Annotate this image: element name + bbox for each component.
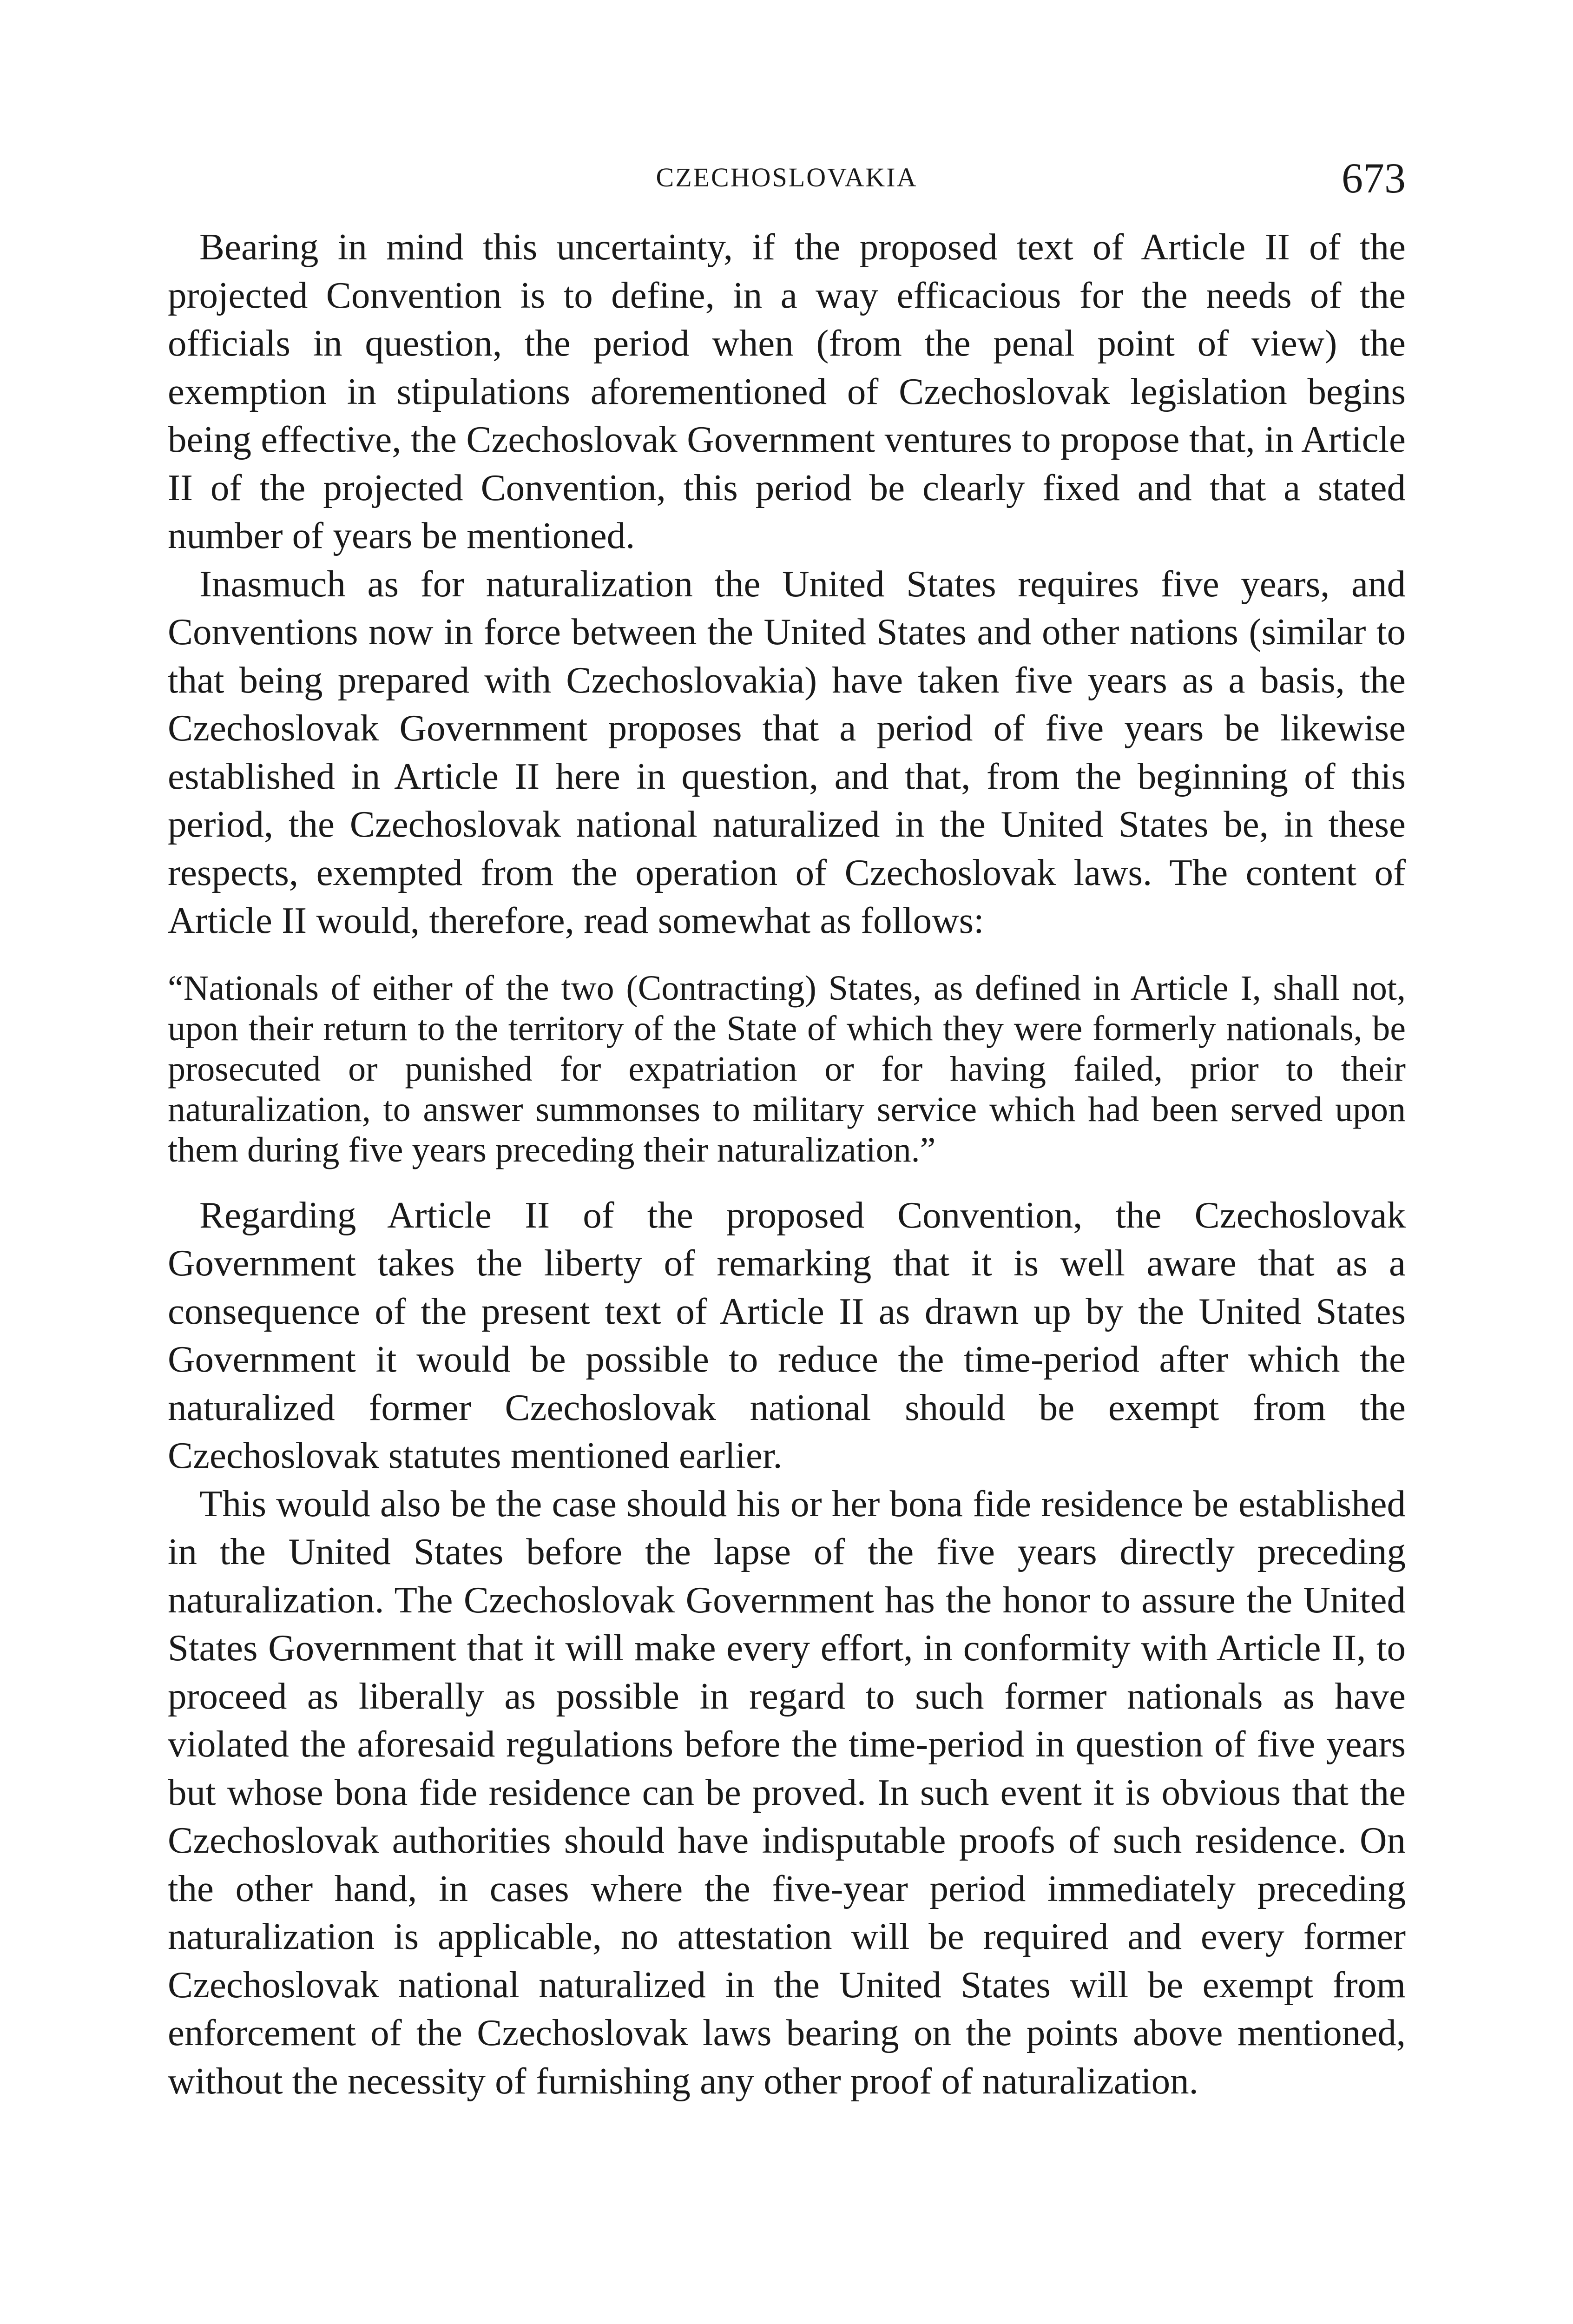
quoted-article-ii-text: “Nationals of either of the two (Contracting) States, as defined in Article I, shall not, upon their return to the territory of the State of which they were formerly nationals, be prosecuted or punished for expatriation or for having failed, prior to their naturalization, to answer summonses to military service which had been served upon them during five years preceding their naturalization.”	[168, 968, 1406, 1169]
page-number: 673	[1342, 154, 1406, 202]
paragraph-five-years-proposal: Inasmuch as for naturalization the United States requires five years, and Conventions now in force between the United States and other nations (similar to that being prepared with Czechoslovakia) have taken five years as a basis, the Czechoslovak Government proposes that a period of five years be likewise established in Article II here in question, and that, from the beginning of this period, the Czechoslovak national naturalized in the United States be, in these respects, exempted from the operation of Czechoslovak laws. The content of Article II would, therefore, read somewhat as follows:	[168, 562, 1406, 941]
paragraph-bona-fide-residence: This would also be the case should his or her bona fide residence be established in the United States before the lapse of the five years directly preceding naturalization. The Czechoslovak Government has the honor to assure the United States Government that it will make every effort, in conformity with Article II, to proceed as liberally as possible in regard to such former nationals as have violated the aforesaid regulations before the time-period in question of five years but whose bona fide residence can be proved. In such event it is obvious that the Czechoslovak authorities should have indisputable proofs of such residence. On the other hand, in cases where the five-year period immediately preceding naturalization is applicable, no attestation will be required and every former Czechoslovak national naturalized in the United States will be exempt from enforcement of the Czechoslovak laws bearing on the points above mentioned, without the necessity of furnishing any other proof of naturalization.	[168, 1482, 1406, 2102]
document-page	[168, 153, 1406, 2105]
paragraph-regarding-article-ii: Regarding Article II of the proposed Convention, the Czechoslovak Government takes the liberty of remarking that it is well aware that as a consequence of the present text of Article II as drawn up by the United States Government it would be possible to reduce the time-period after which the naturalized former Czechoslovak national should be exempt from the Czechoslovak statutes mentioned earlier.	[168, 1194, 1406, 1476]
running-title: CZECHOSLOVAKIA	[656, 162, 918, 192]
paragraph-uncertainty: Bearing in mind this uncertainty, if the proposed text of Article II of the projected Convention is to define, in a way efficacious for the needs of the officials in question, the period when (from the penal point of view) the exemption in stipulations aforementioned of Czechoslovak legislation begins being effective, the Czechoslovak Government ventures to propose that, in Article II of the projected Convention, this period be clearly fixed and that a stated number of years be mentioned.	[168, 226, 1406, 556]
page-header	[168, 153, 1406, 209]
